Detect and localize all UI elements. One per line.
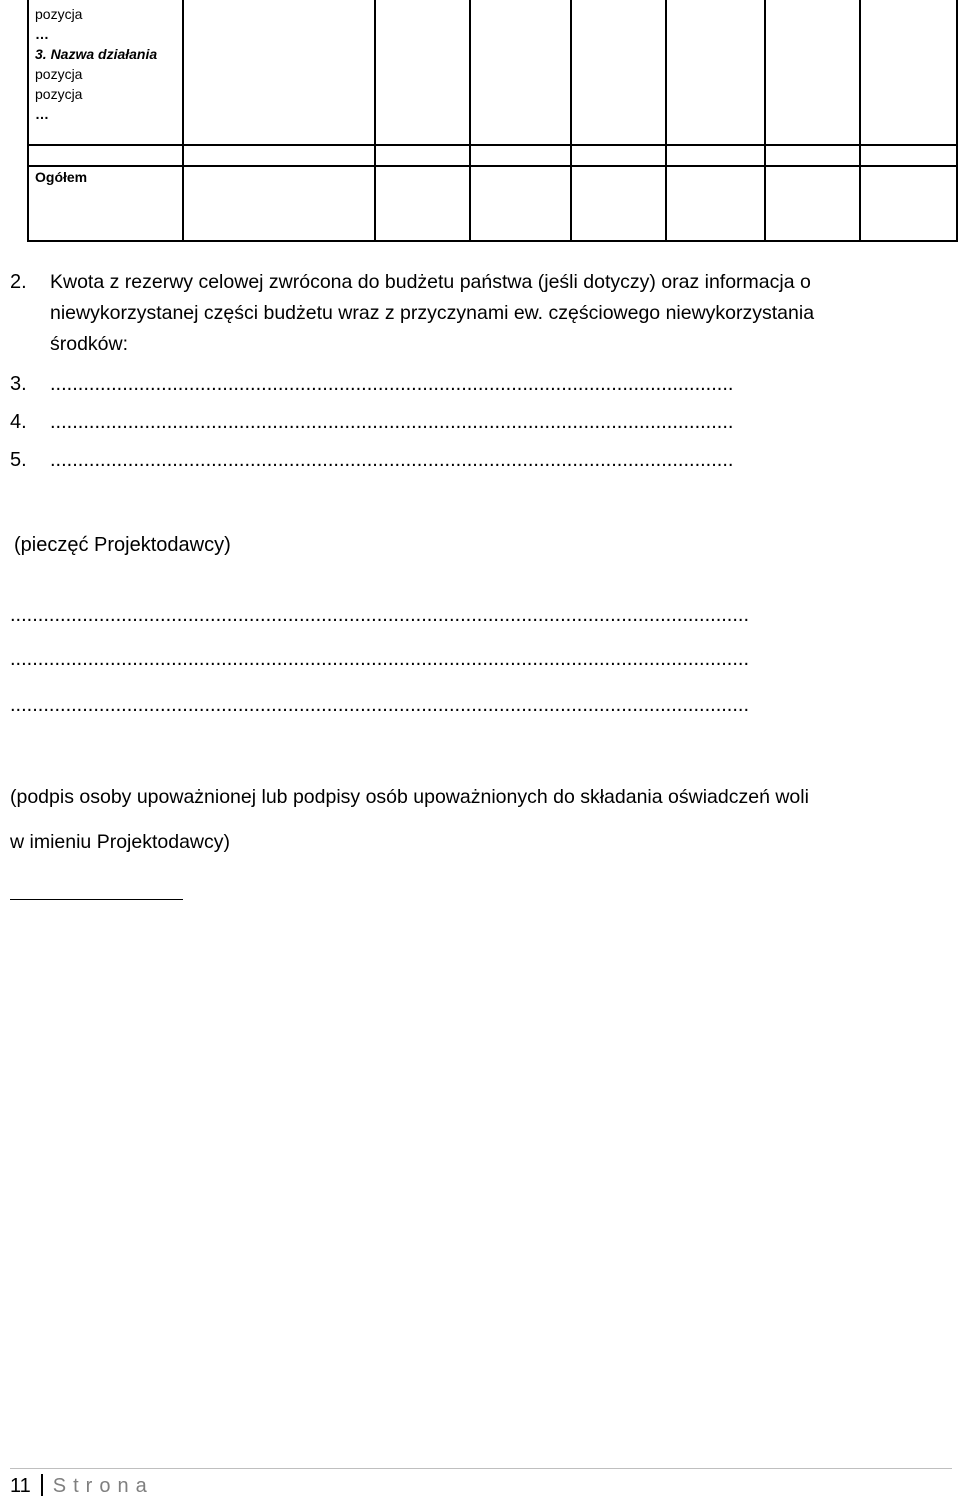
- fill-in-dots: ...........................................................................................................................: [50, 449, 734, 471]
- list-number: 5.: [10, 449, 27, 471]
- section-text-line: Kwota z rezerwy celowej zwrócona do budżetu państwa (jeśli dotyczy) oraz informacja o: [50, 271, 811, 293]
- page-word: Strona: [52, 1475, 154, 1497]
- table-column-divider: [764, 0, 766, 240]
- signature-dots: .....................................................................................................................................: [10, 648, 750, 670]
- page-footer: [10, 1474, 154, 1498]
- table-section-heading: 3. Nazwa działania: [35, 46, 158, 62]
- budget-table: [27, 0, 958, 242]
- table-cell-text: …: [35, 106, 49, 122]
- signature-caption: w imieniu Projektodawcy): [10, 831, 230, 853]
- table-row-divider: [29, 144, 956, 146]
- table-column-divider: [665, 0, 667, 240]
- footer-separator: [41, 1474, 43, 1496]
- fill-in-dots: ...........................................................................................................................: [50, 411, 734, 433]
- fill-in-dots: ...........................................................................................................................: [50, 373, 734, 395]
- stamp-label: (pieczęć Projektodawcy): [14, 534, 231, 556]
- footnote-separator: [10, 899, 183, 900]
- table-cell-text: pozycja: [35, 66, 83, 82]
- table-column-divider: [859, 0, 861, 240]
- section-text-line: niewykorzystanej części budżetu wraz z przyczynami ew. częściowego niewykorzystania: [50, 302, 815, 324]
- footer-divider: [10, 1468, 952, 1469]
- signature-dots: .....................................................................................................................................: [10, 694, 750, 716]
- section-text-line: środków:: [50, 333, 129, 355]
- table-column-divider: [570, 0, 572, 240]
- list-number: 4.: [10, 411, 27, 433]
- table-total-label: Ogółem: [35, 169, 88, 185]
- signature-dots: .....................................................................................................................................: [10, 604, 750, 626]
- page-number: 11: [10, 1475, 31, 1497]
- table-column-divider: [182, 0, 184, 240]
- section-number: 2.: [10, 271, 27, 293]
- table-cell-text: …: [35, 26, 49, 42]
- signature-caption: (podpis osoby upoważnionej lub podpisy osób upoważnionych do składania oświadczeń woli: [10, 786, 809, 808]
- list-number: 3.: [10, 373, 27, 395]
- table-column-divider: [469, 0, 471, 240]
- table-row-divider: [29, 165, 956, 167]
- table-cell-text: pozycja: [35, 6, 83, 22]
- table-cell-text: pozycja: [35, 86, 83, 102]
- table-column-divider: [374, 0, 376, 240]
